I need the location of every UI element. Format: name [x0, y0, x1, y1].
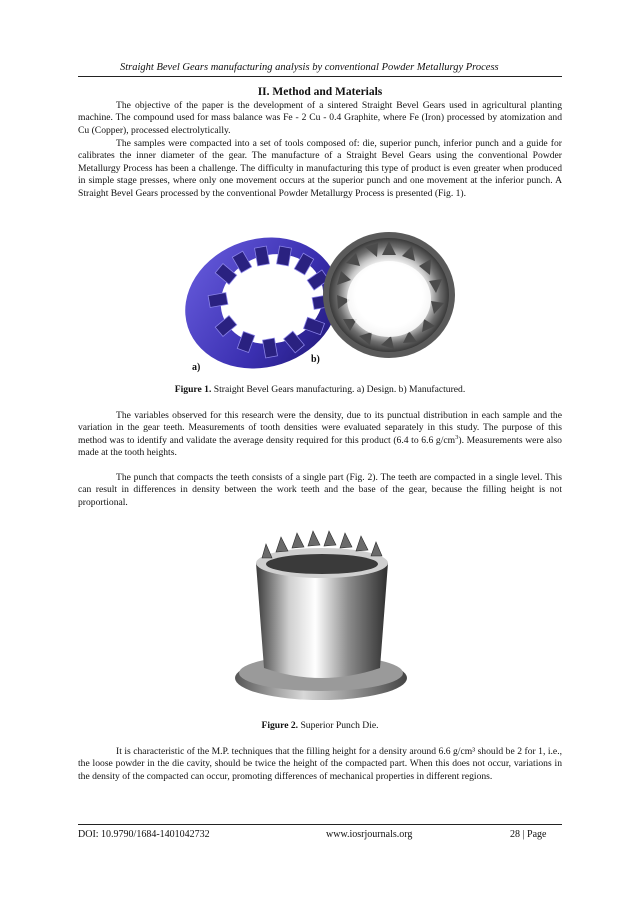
footer-url: www.iosrjournals.org	[326, 829, 413, 840]
figure-1b-label: b)	[311, 354, 320, 365]
figure-1-caption-text: Straight Bevel Gears manufacturing. a) Design. b) Manufactured.	[211, 384, 466, 395]
figure-1a-design-gear-image	[170, 225, 345, 373]
figure-2-caption-text: Superior Punch Die.	[298, 720, 379, 731]
paragraph-variables-text: The variables observed for this research were the density, due to its punctual distribution in each sample and the variation in the gear teeth. Measurements of tooth densities were evaluated separately in this study. The purpose of this method was to identify and validate the average density required for this product (6.4 to 6.6 g/cm	[78, 410, 562, 446]
superscript-3: 3	[455, 433, 459, 441]
footer-doi: DOI: 10.9790/1684-1401042732	[78, 829, 210, 840]
paragraph-objective: The objective of the paper is the development of a sintered Straight Bevel Gears used in agricultural planting machine. The compound used for mass balance was Fe - 2 Cu - 0.4 Graphite, where Fe (Iron) processed by atomization and Cu (Copper), processed electrolytically.	[78, 100, 562, 136]
footer-rule	[78, 824, 562, 825]
figure-1a-label: a)	[192, 362, 201, 373]
paragraph-variables-text-end: ). Measurements were also made at the tooth heights.	[78, 434, 562, 459]
figure-2-caption	[78, 720, 562, 731]
paragraph-tools: The samples were compacted into a set of tools composed of: die, superior punch, inferior punch and a guide for calibrates the inner diameter of the gear. The manufacture of a Straight Bevel Gears using the conventional Powder Metallurgy Process has been a challenge. The difficulty in manufacturing this type of product is even greater when produced in simple stage presses, where only one movement occurs at the superior punch and one movement at the inferior punch. A Straight Bevel Gears processed by the conventional Powder Metallurgy Process is presented (Fig. 1).	[78, 138, 562, 199]
figure-2-caption-label: Figure 2.	[261, 720, 299, 731]
footer-page-number: 28 | Page	[510, 829, 547, 840]
paragraph-variables	[78, 410, 562, 460]
figure-1-caption	[78, 384, 562, 395]
running-head: Straight Bevel Gears manufacturing analysis by conventional Powder Metallurgy Process	[120, 62, 499, 73]
paragraph-filling-height: It is characteristic of the M.P. techniques that the filling height for a density around 6.6 g/cm³ should be 2 for 1, i.e., the loose powder in the die cavity, should be twice the height of the compacted part. When this does not occur, variations in the density of the compacted can occur, promoting differences of mechanical properties in different regions.	[78, 746, 562, 782]
figure-2-superior-punch-die-image	[228, 518, 414, 706]
paragraph-punch: The punch that compacts the teeth consists of a single part (Fig. 2). The teeth are compacted in a single level. This can result in differences in density between the work teeth and the base of the gear, because the filling height is not proportional.	[78, 472, 562, 508]
header-rule	[78, 76, 562, 77]
figure-1-caption-label: Figure 1.	[174, 384, 212, 395]
figure-1b-manufactured-gear-image	[320, 229, 458, 361]
figure-1	[170, 225, 470, 377]
section-title: II. Method and Materials	[257, 86, 383, 98]
